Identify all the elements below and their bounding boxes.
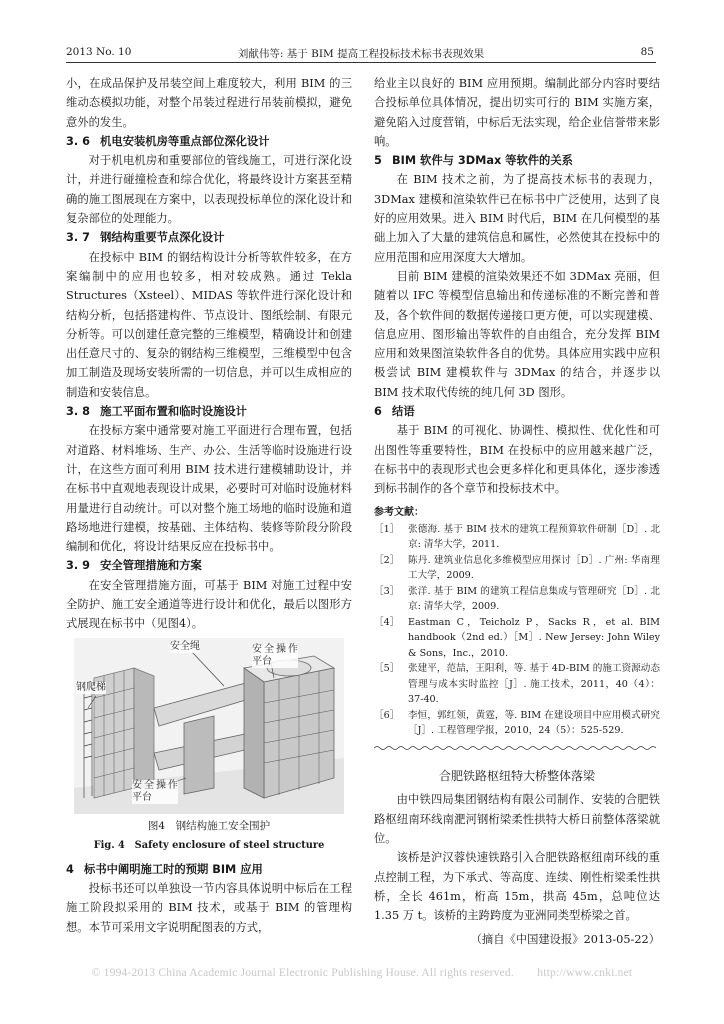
section-heading-3-6: 3. 6 机电安装机房等重点部位深化设计	[66, 134, 270, 148]
paragraph: 目前 BIM 建模的渲染效果还不如 3DMax 亮丽，但随着以 IFC 等模型信息输出和传递标准的不断完善和普及，各个软件间的数据传递接口更方便，可以实现建模、信息应用、图形输出等软件的自由组合，充分发挥 BIM 应用和效果图渲染软件各自的优势。具体应用实践中应积极尝试 BIM 建模软件与 3DMax 的结合，并逐步以 BIM 技术取代传统的纯几何 3D 图形。	[374, 269, 660, 399]
paragraph: 在安全管理措施方面，可基于 BIM 对施工过程中安全防护、施工安全通道等进行设计和优化，最后以图形方式展现在标书中（见图4）。	[66, 578, 352, 631]
section-heading-3-9: 3. 9 安全管理措施和方案	[66, 559, 202, 573]
label-safety-platform-top: 安全操作平台	[252, 643, 298, 667]
running-title: 刘献伟等: 基于 BIM 提高工程投标技术标书表现效果	[237, 48, 485, 60]
figure-caption-en: Fig. 4 Safety enclosure of steel structure	[93, 839, 325, 851]
paragraph: 在投标方案中通常要对施工平面进行合理布置，包括对道路、材料堆场、生产、办公、生活等临时设施进行设计，在这些方面可利用 BIM 技术进行建模辅助设计，并在标书中直观地表现设计成果，必要时可对临时设施材料用量进行自动统计。可以对整个施工场地的临时设施和道路场地进行建模，按基础、主体结构、装修等阶段分阶段编制和优化，将设计结果反应在投标书中。	[66, 424, 352, 554]
paragraph: 投标书还可以单独设一节内容具体说明中标后在工程施工阶段拟采用的 BIM 技术，或基于 BIM 的管理构想。本节可采用文字说明配图表的方式，	[66, 881, 352, 934]
safety-enclosure-drawing	[74, 638, 344, 814]
left-column	[66, 74, 352, 937]
reference-item: ［2］ 陈丹. 建筑业信息化多维模型应用探讨［D］. 广州: 华南理工大学，2009.	[374, 554, 660, 582]
reference-item: ［1］ 张德海. 基于 BIM 技术的建筑工程预算软件研制［D］. 北京: 清华大学，2011.	[374, 523, 660, 551]
section-heading-4: 4 标书中阐明施工时的预期 BIM 应用	[66, 862, 263, 876]
running-header	[66, 44, 656, 63]
steel-structure-illustration	[74, 638, 344, 814]
issue-label: 2013 No. 10	[66, 46, 132, 58]
label-steel-ladder: 钢爬梯	[76, 681, 106, 693]
reference-item: ［4］ Eastman C，Teicholz P，Sacks R，et al. BIM handbook（2nd ed.）［M］. New Jersey: John Wiley & Sons，Inc.，2010.	[374, 616, 660, 659]
figure-caption-cn: 图4 钢结构施工安全围护	[147, 819, 271, 832]
reference-list	[374, 522, 660, 739]
figure-4	[66, 638, 352, 854]
paragraph: 小，在成品保护及吊装空间上难度较大，利用 BIM 的三维动态模拟功能，对整个吊装过程进行吊装前模拟，避免意外的发生。	[66, 77, 352, 129]
paragraph: 基于 BIM 的可视化、协调性、模拟性、优化性和可出图性等重要特性，BIM 在投标中的应用越来越广泛，在标书中的表现形式也会更多样化和更具体化，逐步渗透到标书制作的各个章节和投标技术中。	[374, 424, 660, 496]
label-safety-platform-bottom: 安全操作平台	[132, 779, 178, 803]
copyright-footer: © 1994-2013 China Academic Journal Electronic Publishing House. All rights reserved. http://www.cnki.net	[91, 967, 633, 979]
paragraph: 在投标中 BIM 的钢结构设计分析等软件较多，在方案编制中的应用也较多，相对较成熟。通过 Tekla Structures（Xsteel）、MIDAS 等软件进行深化设计和结构分析，包括搭建构件、节点设计、图纸绘制、有限元分析等。可以创建任意完整的三维模型，精确设计和创建出任意尺寸的、复杂的钢结构三维模型，三维模型中包含加工制造及现场安装所需的一切信息，并可以生成相应的制造和安装信息。	[66, 250, 352, 399]
paragraph: 该桥是沪汉蓉快速铁路引入合肥铁路枢纽南环线的重点控制工程，为下承式、等高度、连续、刚性桁梁柔性拱桥，全长 461m，桁高 15m，拱高 45m，总吨位达 1.35 万 t。该桥的主跨跨度为亚洲同类型桥梁之首。	[374, 851, 660, 923]
paragraph: 在 BIM 技术之前，为了提高技术标书的表现力，3DMax 建模和渲染软件已在标书中广泛使用，达到了良好的应用效果。进入 BIM 时代后，BIM 在几何模型的基础上加入了大量的建筑信息和属性，必然使其在投标中的应用范围和应用深度大大增加。	[374, 173, 660, 264]
paragraph: 对于机电机房和重要部位的管线施工，可进行深化设计，并进行碰撞检查和综合优化，将最终设计方案甚至精确的施工图展现在方案中，以表现投标单位的深化设计和复杂部位的处理能力。	[66, 154, 352, 226]
reference-item: ［6］ 李恒，郭红领，黄霆，等. BIM 在建设项目中应用模式研究［J］. 工程管理学报，2010，24（5）：525-529.	[374, 709, 660, 737]
section-heading-6: 6 结语	[374, 405, 415, 419]
paragraph: 由中铁四局集团钢结构有限公司制作、安装的合肥铁路枢纽南环线南淝河钢桁梁柔性拱特大桥日前整体落梁就位。	[374, 793, 660, 846]
paragraph: 给业主以良好的 BIM 应用预期。编制此部分内容时要结合投标单位具体情况，提出切实可行的 BIM 实施方案，避免陷入过度营销，中标后无法实现，给企业信誉带来影响。	[374, 77, 660, 148]
right-column	[374, 74, 660, 949]
reference-item: ［3］ 张洋. 基于 BIM 的建筑工程信息集成与管理研究［D］. 北京: 清华大学，2009.	[374, 585, 660, 613]
label-safety-rope: 安全绳	[170, 640, 200, 652]
section-heading-3-7: 3. 7 钢结构重要节点深化设计	[66, 231, 225, 245]
section-heading-3-8: 3. 8 施工平面布置和临时设施设计	[66, 405, 247, 419]
section-heading-5: 5 BIM 软件与 3DMax 等软件的关系	[374, 154, 573, 168]
wavy-divider	[374, 745, 660, 751]
news-source: （摘自《中国建设报》2013-05-22）	[470, 932, 660, 946]
references-heading: 参考文献：	[374, 506, 424, 518]
news-title: 合肥铁路枢纽特大桥整体落梁	[438, 769, 595, 784]
page-number: 85	[640, 46, 654, 58]
reference-item: ［5］ 张建平，范喆，王阳利，等. 基于 4D-BIM 的施工资源动态管理与成本实时监控［J］. 施工技术，2011，40（4）：37-40.	[374, 663, 660, 706]
